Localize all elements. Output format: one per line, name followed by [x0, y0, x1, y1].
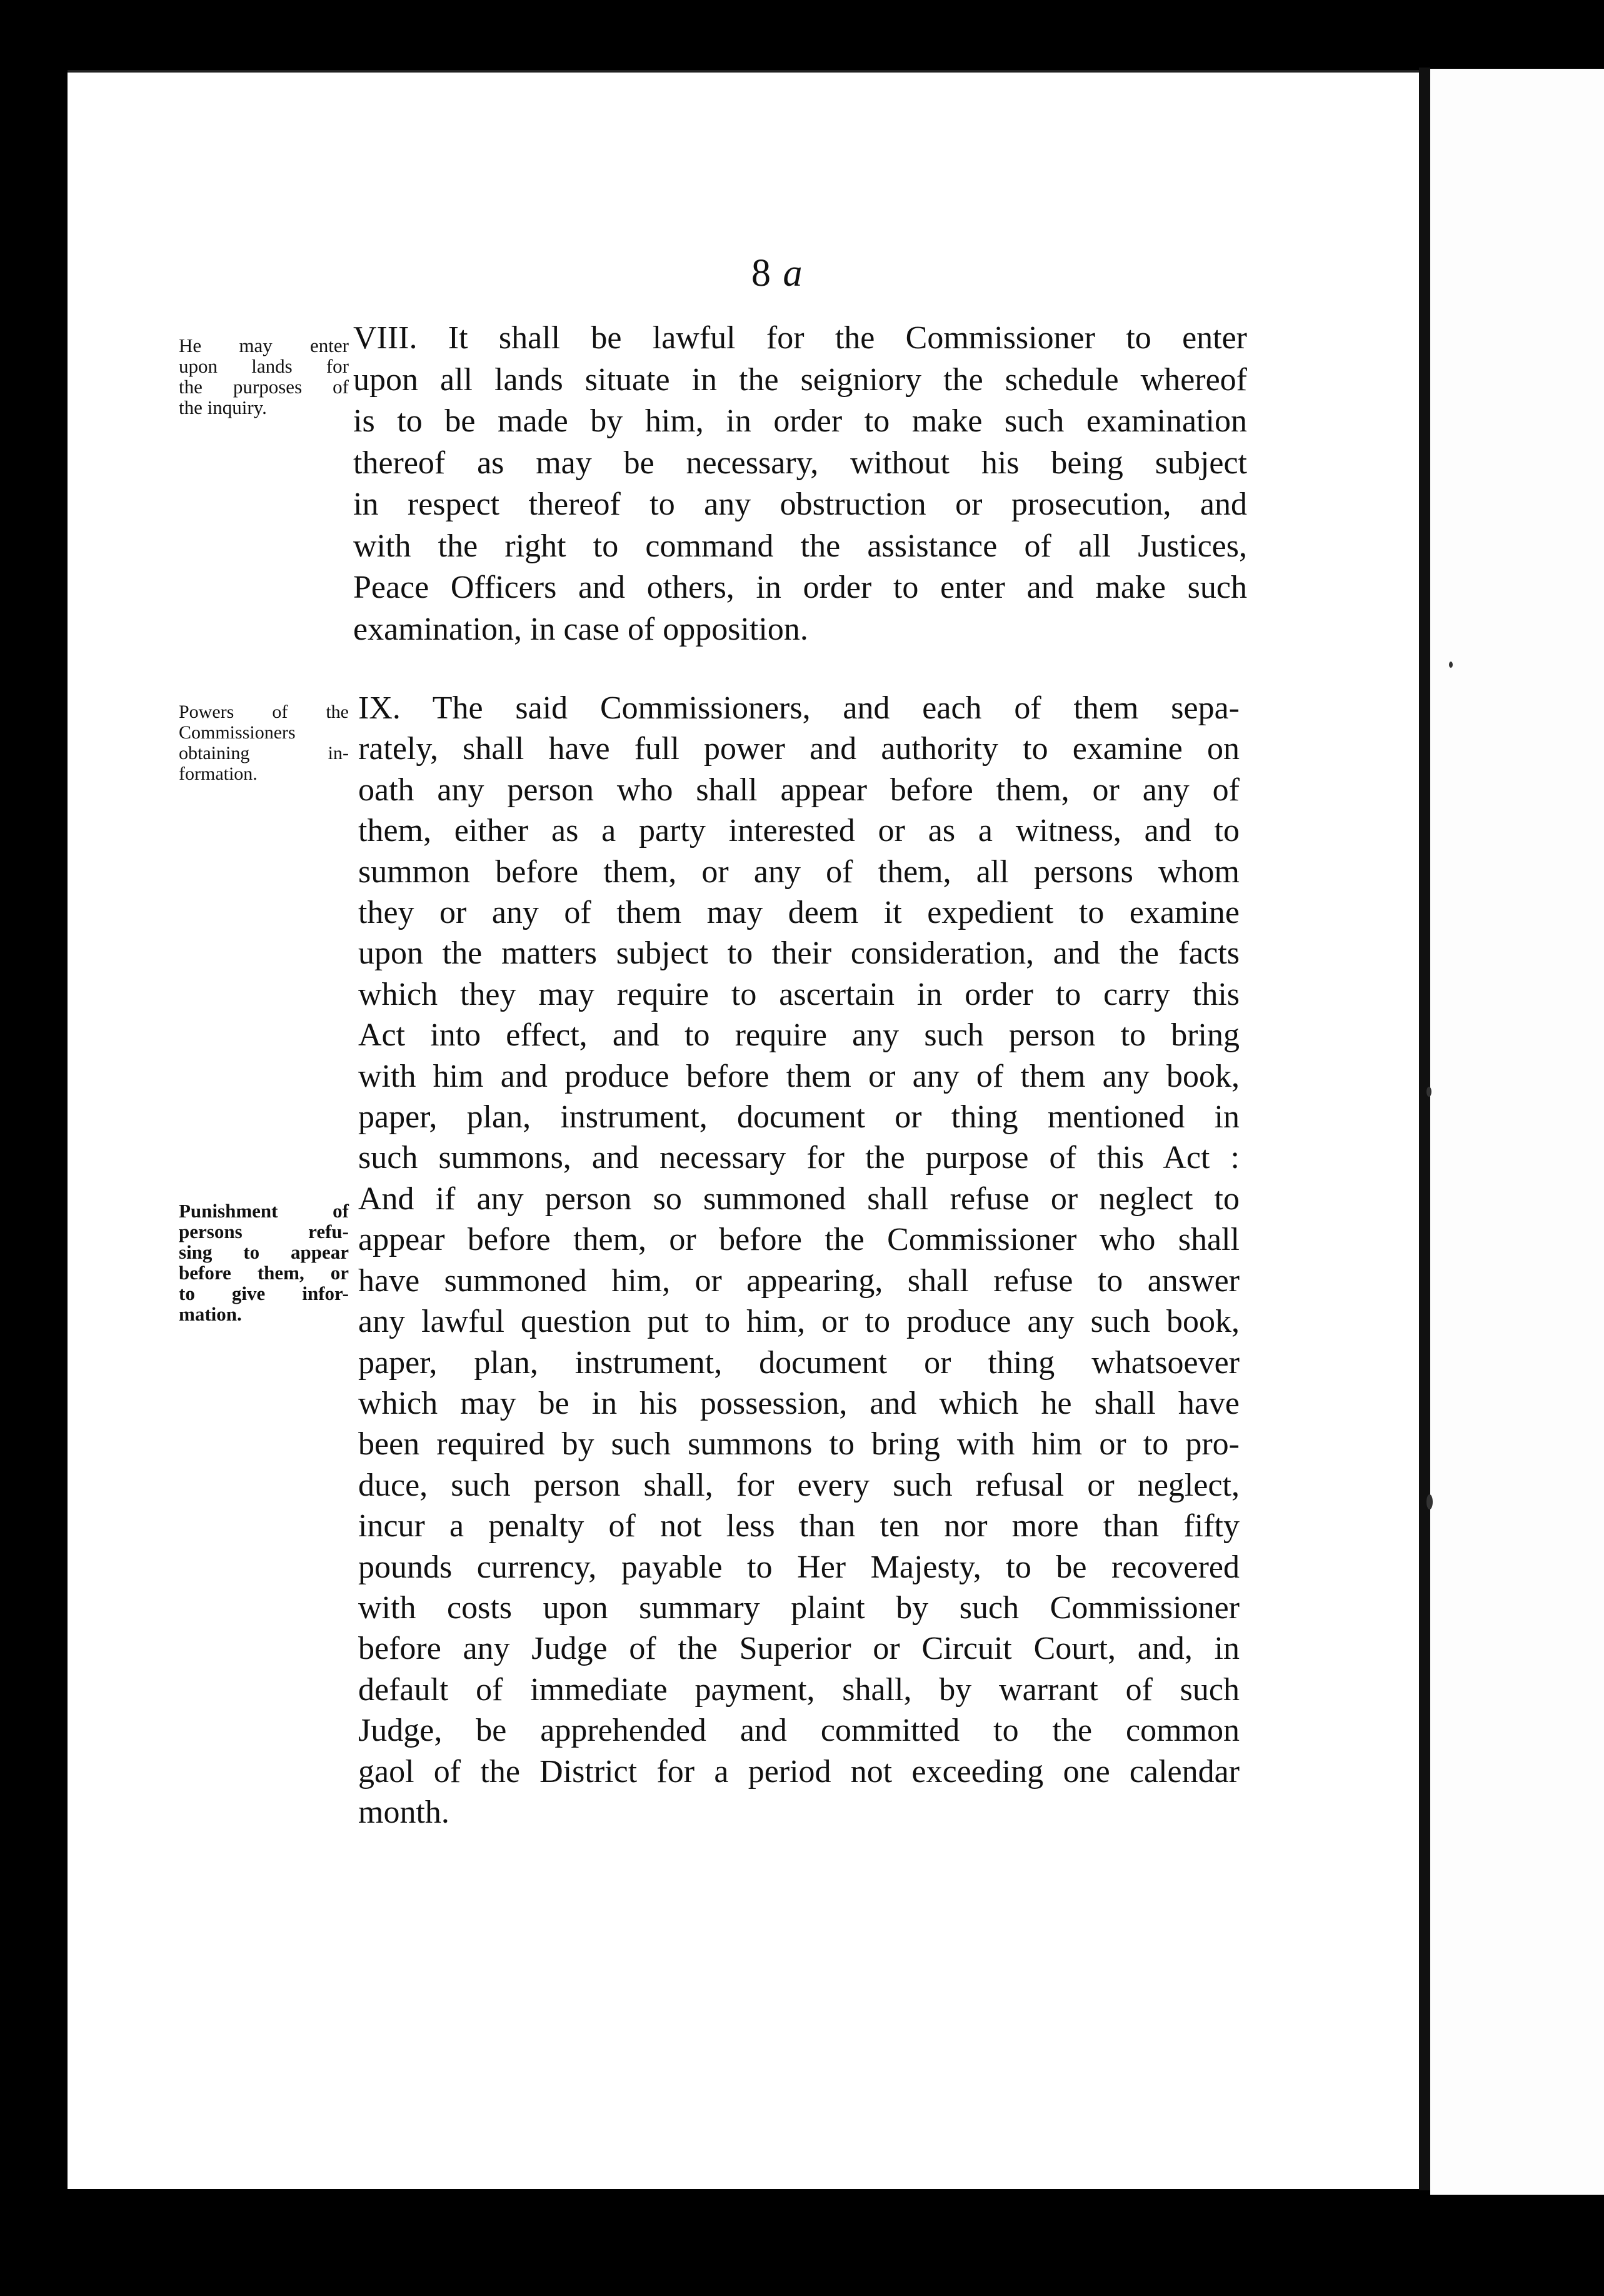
body-line: in respect thereof to any obstruction or prosecution, and	[353, 486, 1247, 522]
scan-speck	[1449, 662, 1453, 668]
side-note-line: the inquiry.	[179, 396, 267, 418]
side-note-line: to give infor-	[179, 1282, 349, 1304]
body-line: before any Judge of the Superior or Circuit Court, and, in	[358, 1631, 1240, 1667]
body-line: is to be made by him, in order to make such examination	[353, 403, 1247, 439]
body-line: upon the matters subject to their consideration, and the facts	[358, 935, 1240, 972]
body-line: which may be in his possession, and which he shall have	[358, 1385, 1240, 1421]
body-line: them, either as a party interested or as a witness, and to	[358, 813, 1240, 849]
section-ix	[358, 688, 1240, 1833]
side-note-line: the purposes of	[179, 376, 349, 398]
scan-speck	[1426, 1494, 1433, 1509]
body-line: upon all lands situate in the seigniory the schedule whereof	[353, 361, 1247, 398]
page-number-digit: 8	[751, 252, 772, 295]
body-line: paper, plan, instrument, document or thing mentioned in	[358, 1099, 1240, 1135]
side-note-punishment	[179, 1201, 349, 1324]
body-line: appear before them, or before the Commissioner who shall	[358, 1222, 1240, 1258]
body-line: incur a penalty of not less than ten nor more than fifty	[358, 1508, 1240, 1544]
side-note-line: mation.	[179, 1303, 242, 1325]
body-line: And if any person so summoned shall refuse or neglect to	[358, 1181, 1240, 1217]
body-line: which they may require to ascertain in order to carry this	[358, 976, 1240, 1012]
body-line: Act into effect, and to require any such person to bring	[358, 1017, 1240, 1054]
body-line: IX. The said Commissioners, and each of them sepa-	[358, 690, 1240, 726]
body-line: with costs upon summary plaint by such Commissioner	[358, 1589, 1240, 1626]
side-note-line: before them, or	[179, 1262, 349, 1284]
body-line: pounds currency, payable to Her Majesty, to be recovered	[358, 1549, 1240, 1585]
body-line: rately, shall have full power and authority to examine on	[358, 731, 1240, 767]
side-note-line: He may enter	[179, 335, 349, 356]
body-line: have summoned him, or appearing, shall refuse to answer	[358, 1262, 1240, 1299]
body-line: examination, in case of opposition.	[353, 611, 808, 647]
page-number	[751, 251, 804, 296]
body-line: Judge, be apprehended and committed to the common	[358, 1713, 1240, 1749]
scan-speck	[1426, 1087, 1431, 1097]
body-line: any lawful question put to him, or to produce any such book,	[358, 1304, 1240, 1340]
body-line: oath any person who shall appear before them, or any of	[358, 772, 1240, 808]
body-line: thereof as may be necessary, without his being subject	[353, 445, 1247, 481]
body-line: with him and produce before them or any of them any book,	[358, 1058, 1240, 1094]
side-note-line: sing to appear	[179, 1241, 349, 1263]
side-note-line: Commissioners	[179, 722, 296, 743]
body-line: month.	[358, 1794, 449, 1830]
side-note-line: Powers of the	[179, 702, 349, 722]
body-line: default of immediate payment, shall, by warrant of such	[358, 1671, 1240, 1708]
body-line: paper, plan, instrument, document or thing whatsoever	[358, 1344, 1240, 1381]
section-viii	[353, 318, 1247, 650]
body-line: been required by such summons to bring with him or to pro-	[358, 1426, 1240, 1463]
side-note-line: obtaining in-	[179, 743, 349, 763]
body-line: Peace Officers and others, in order to enter and make such	[353, 570, 1247, 605]
body-line: with the right to command the assistance of all Justices,	[353, 528, 1247, 564]
body-line: they or any of them may deem it expedient to examine	[358, 895, 1240, 931]
side-note-line: formation.	[179, 763, 258, 784]
body-line: such summons, and necessary for the purpose of this Act :	[358, 1140, 1240, 1176]
page-number-suffix: a	[783, 252, 804, 295]
side-note-line: Punishment of	[179, 1200, 349, 1222]
adjacent-page-edge	[1430, 69, 1604, 2195]
side-note-enter-lands	[179, 335, 349, 418]
side-note-line: persons refu-	[179, 1221, 349, 1242]
side-note-powers	[179, 702, 349, 784]
side-note-line: upon lands for	[179, 355, 349, 377]
body-line: summon before them, or any of them, all persons whom	[358, 853, 1240, 890]
body-line: VIII. It shall be lawful for the Commissioner to enter	[353, 320, 1247, 356]
body-line: duce, such person shall, for every such refusal or neglect,	[358, 1467, 1240, 1503]
body-line: gaol of the District for a period not exceeding one calendar	[358, 1753, 1240, 1790]
page-gutter-shadow	[1419, 68, 1430, 2190]
